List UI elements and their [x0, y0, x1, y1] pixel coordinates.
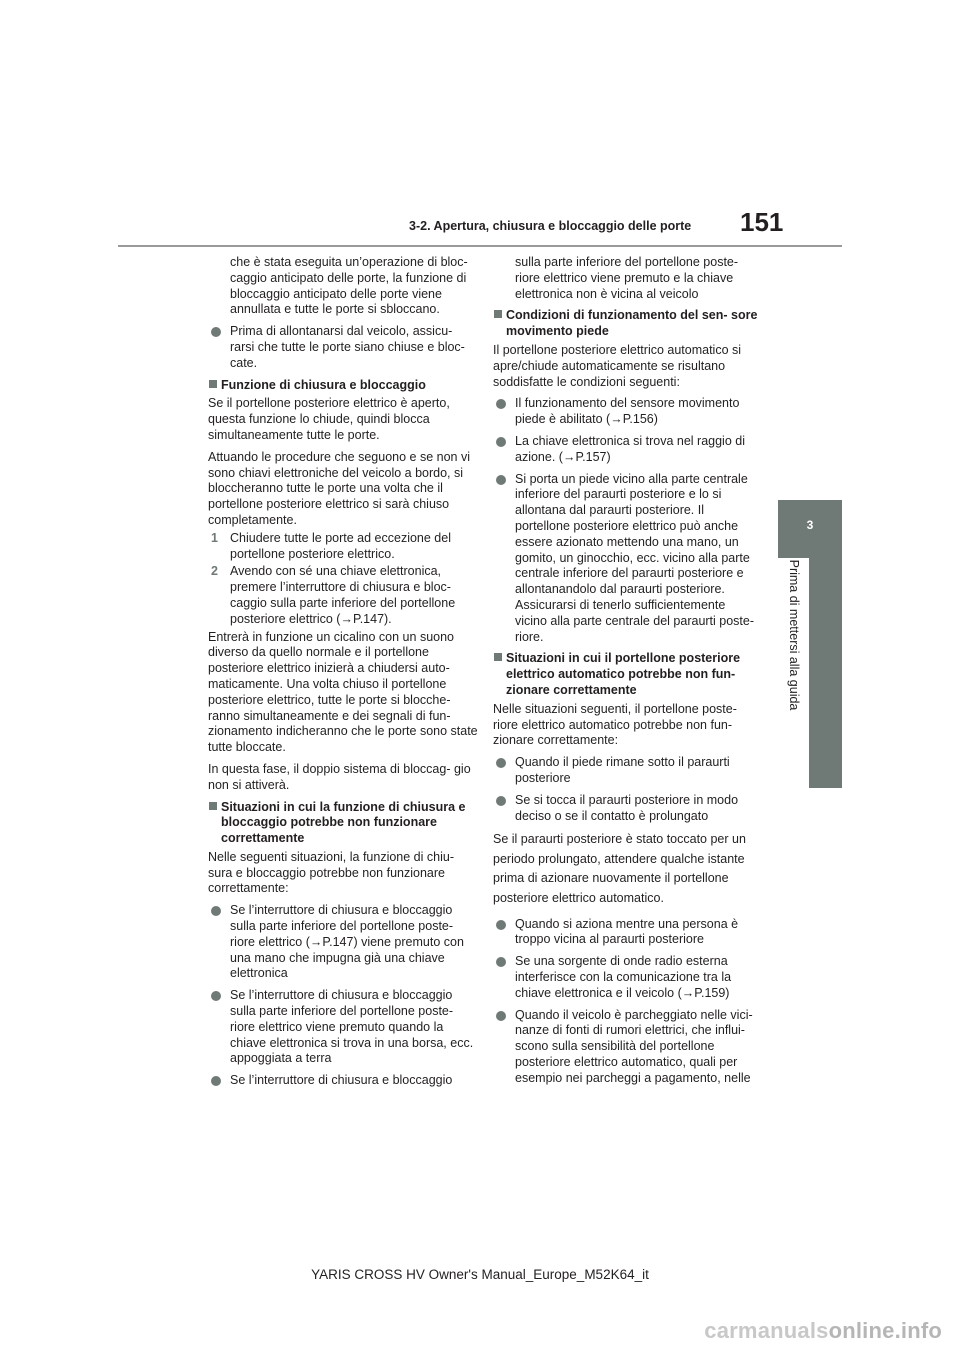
right-column [493, 255, 758, 1093]
bullet-icon [496, 957, 506, 967]
bullet-text: Quando il veicolo è parcheggiato nelle vici- nanze di fonti di rumori elettrici, che influi- scono sulla sensibilità del portellone posteriore elettrico automatico, quali per esempio nei parcheggi a pagamento, nelle [515, 1007, 753, 1085]
paragraph-line: prima di azionare nuovamente il portellone [493, 871, 729, 886]
bullet-icon [496, 437, 506, 447]
bullet-item [493, 793, 758, 825]
bullet-item [493, 434, 758, 466]
bullet-item [493, 472, 758, 646]
paragraph: Il portellone posteriore elettrico automatico si apre/chiude automaticamente se risultano soddisfatte le condizioni seguenti: [493, 342, 742, 389]
bullet-text: Prima di allontanarsi dal veicolo, assicu- rarsi che tutte le porte siano chiuse e bloc- cate. [230, 324, 465, 370]
bullet-text: Se l’interruttore di chiusura e bloccaggio sulla parte inferiore del portellone poste- riore elettrico viene premuto quando la chiave elettronica si trova in una borsa, ecc. appoggiata a terra [230, 988, 474, 1066]
bullet-item [208, 903, 478, 982]
bullet-text: Se una sorgente di onde radio esterna interferisce con la comunicazione tra la chiave elettronica e il veicolo (→P.159) [515, 954, 732, 1000]
paragraph: Attuando le procedure che seguono e se non vi sono chiavi elettroniche del veicolo a bordo, si bloccheranno tutte le porte una volta che il portellone posteriore elettrico si sarà chiuso completamente. [208, 449, 470, 527]
bullet-item [493, 917, 758, 949]
step-number: 2 [211, 564, 218, 579]
chapter-label-text: Prima di mettersi alla guida [786, 559, 801, 711]
paragraph: Nelle situazioni seguenti, il portellone poste- riore elettrico automatico potrebbe non fun- zionare correttamente: [493, 701, 737, 748]
paragraph-line: Se il paraurti posteriore è stato toccato per un [493, 832, 746, 847]
subheading-text: Funzione di chiusura e bloccaggio [221, 377, 426, 392]
paragraph-line: posteriore elettrico automatico. [493, 891, 664, 906]
chapter-number: 3 [806, 518, 814, 532]
paragraph: Nelle seguenti situazioni, la funzione di chiu- sura e bloccaggio potrebbe non funzionare correttamente: [208, 849, 454, 896]
step-item [208, 564, 478, 627]
step-text: Avendo con sé una chiave elettronica, premere l’interruttore di chiusura e bloc- caggio sulla parte inferiore del portellone posteriore elettrico (→P.147). [230, 564, 456, 626]
subheading [493, 308, 758, 340]
watermark-logo [704, 1318, 942, 1344]
bullet-text: Si porta un piede vicino alla parte centrale inferiore del paraurti posteriore e lo si allontana dal paraurti posteriore. Il portellone posteriore elettrico può anche essere azionato mettendo una mano, un gomito, un ginocchio, ecc. vicino alla parte centrale inferiore del paraurti posteriore e allontanandolo dal paraurti posteriore. Assicurarsi di tenerlo sufficientemente vicino alla parte centrale del paraurti poste- riore. [515, 471, 755, 644]
bullet-item [493, 954, 758, 1001]
subheading [493, 651, 758, 698]
paragraph: Entrerà in funzione un cicalino con un suono diverso da quello normale e il portellone posteriore elettrico inizierà a chiudersi auto- maticamente. Una volta chiuso il portellone posteriore elettrico, tutte le porte si blocche- ranno simultaneamente e dei segnali di fun- zionamento indicheranno che le porte sono state tutte bloccate. [208, 629, 478, 755]
bullet-icon [496, 1011, 506, 1021]
bullet-item [208, 1073, 478, 1089]
step-number: 1 [211, 530, 218, 545]
bullet-text: La chiave elettronica si trova nel raggio di azione. (→P.157) [515, 433, 745, 464]
subheading-text: Situazioni in cui la funzione di chiusura e bloccaggio potrebbe non funzionare correttamente [221, 799, 466, 846]
square-bullet-icon [209, 380, 217, 388]
watermark-part-2: online.info [828, 1318, 942, 1343]
footer-manual-title: YARIS CROSS HV Owner's Manual_Europe_M52K64_it [311, 1267, 649, 1282]
watermark-part-1: carmanuals [704, 1318, 829, 1343]
bullet-item [208, 988, 478, 1067]
bullet-item [493, 396, 758, 428]
bullet-icon [496, 920, 506, 930]
subheading-text: Condizioni di funzionamento del sen- sore movimento piede [506, 308, 758, 339]
bullet-text: Il funzionamento del sensore movimento piede è abilitato (→P.156) [515, 396, 740, 427]
header-divider [118, 245, 842, 247]
bullet-item [493, 1008, 758, 1087]
bullet-text: Se l’interruttore di chiusura e bloccaggio sulla parte inferiore del portellone poste- riore elettrico (→P.147) viene premuto con una mano che impugna già una chiave elettronica [230, 903, 464, 981]
bullet-icon [211, 906, 221, 916]
subheading-text: Situazioni in cui il portellone posteriore elettrico automatico potrebbe non fun- zionare correttamente [506, 651, 741, 697]
paragraph: Se il portellone posteriore elettrico è aperto, questa funzione lo chiude, quindi blocca simultaneamente tutte le porte. [208, 396, 450, 442]
bullet-text: Se l’interruttore di chiusura e bloccaggio [230, 1073, 453, 1088]
paragraph-line: periodo prolungato, attendere qualche istante [493, 851, 745, 866]
bullet-icon [496, 475, 506, 485]
bullet-text: Quando si aziona mentre una persona è troppo vicina al paraurti posteriore [515, 916, 739, 947]
continuation: sulla parte inferiore del portellone poste- riore elettrico viene premuto e la chiave elettronica non è vicina al veicolo [515, 255, 739, 301]
bullet-text: Se si tocca il paraurti posteriore in modo deciso o se il contatto è prolungato [515, 792, 739, 823]
chapter-strip [809, 558, 842, 788]
square-bullet-icon [494, 653, 502, 661]
step-text: Chiudere tutte le porte ad eccezione del portellone posteriore elettrico. [230, 530, 451, 561]
subheading [208, 800, 478, 847]
bullet-icon [496, 399, 506, 409]
bullet-item [208, 324, 478, 371]
bullet-icon [496, 758, 506, 768]
bullet-icon [496, 796, 506, 806]
chapter-label [778, 520, 809, 740]
bullet-icon [211, 991, 221, 1001]
left-column [208, 255, 478, 1095]
section-title: 3-2. Apertura, chiusura e bloccaggio delle porte [409, 219, 692, 233]
bullet-icon [211, 327, 221, 337]
square-bullet-icon [209, 802, 217, 810]
intro-continuation: che è stata eseguita un’operazione di bloc- caggio anticipato delle porte, la funzione di bloccaggio anticipato delle porte viene annullata e tutte le porte si sbloccano. [230, 255, 468, 317]
square-bullet-icon [494, 310, 502, 318]
bullet-item [493, 755, 758, 787]
subheading [208, 378, 478, 394]
bullet-icon [211, 1076, 221, 1086]
paragraph: In questa fase, il doppio sistema di bloccag- gio non si attiverà. [208, 761, 471, 792]
page-number: 151 [740, 207, 784, 237]
bullet-text: Quando il piede rimane sotto il paraurti posteriore [515, 755, 730, 785]
step-item [208, 531, 478, 563]
